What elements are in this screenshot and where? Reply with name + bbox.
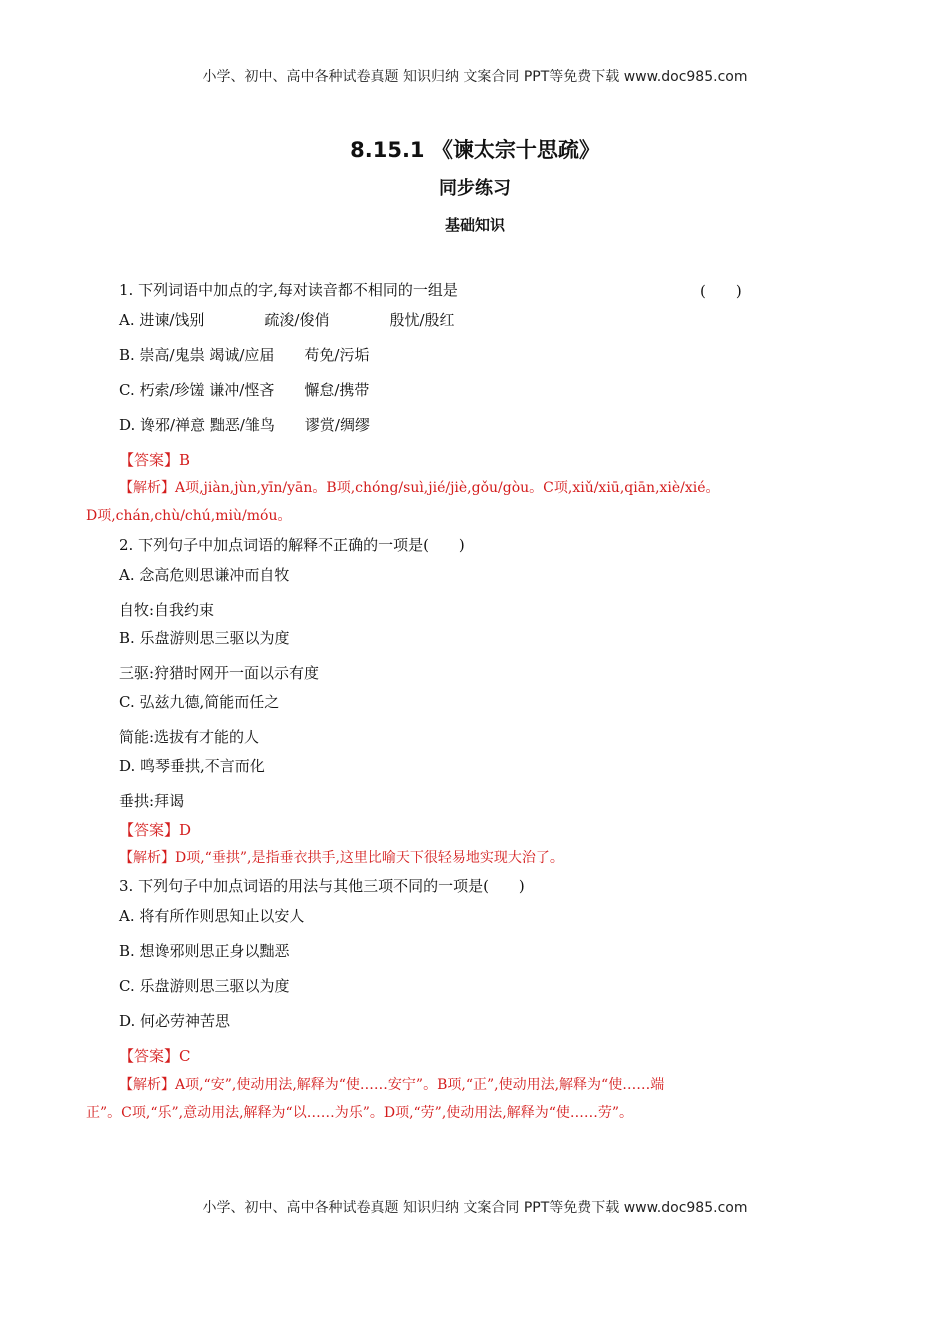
q3-analysis-line2: 正”。C项,“乐”,意动用法,解释为“以……为乐”。D项,“劳”,使动用法,解释为“使……劳”。 [86,1105,634,1121]
page-footer: 小学、初中、高中各种试卷真题 知识归纳 文案合同 PPT等免费下载 www.doc985.com [202,1200,748,1216]
q1-option-c: C. 朽索/珍馐 谦冲/悭吝 懈怠/携带 [119,381,370,399]
q3-option-a: A. 将有所作则思知止以安人 [119,907,305,925]
q2-explanation-b: 三驱:狩猎时网开一面以示有度 [119,664,320,682]
q2-answer: 【答案】D [119,821,192,839]
page-header: 小学、初中、高中各种试卷真题 知识归纳 文案合同 PPT等免费下载 www.doc985.com [202,69,748,85]
q3-option-d: D. 何必劳神苦思 [119,1012,231,1030]
q1-stem: 1. 下列词语中加点的字,每对读音都不相同的一组是 [119,281,458,299]
q2-option-d: D. 鸣琴垂拱,不言而化 [119,757,265,775]
q3-answer: 【答案】C [119,1047,191,1065]
q1-analysis-line1: 【解析】A项,jiàn,jùn,yīn/yān。B项,chóng/suì,jié/jiè,gǒu/gòu。C项,xiǔ/xiū,qiān,xiè/xié。 [119,480,720,496]
q1-option-b: B. 崇高/鬼祟 竭诚/应届 苟免/污垢 [119,346,370,364]
page-title: 8.15.1 《谏太宗十思疏》 [350,138,600,162]
q2-explanation-a: 自牧:自我约束 [119,601,215,619]
q2-option-b: B. 乐盘游则思三驱以为度 [119,629,290,647]
page-subtitle: 同步练习 [439,178,511,199]
q1-answer: 【答案】B [119,451,191,469]
section-heading: 基础知识 [444,216,505,234]
q3-option-b: B. 想谗邪则思正身以黜恶 [119,942,290,960]
q3-option-c: C. 乐盘游则思三驱以为度 [119,977,290,995]
q1-analysis-line2: D项,chán,chù/chú,miù/móu。 [86,508,292,524]
q1-answer-paren: ( ) [700,282,742,300]
q1-option-d: D. 谗邪/禅意 黜恶/雏鸟 谬赏/绸缪 [119,416,370,434]
q3-analysis-line1: 【解析】A项,“安”,使动用法,解释为“使……安宁”。B项,“正”,使动用法,解释为“使……端 [119,1077,665,1093]
q2-analysis: 【解析】D项,“垂拱”,是指垂衣拱手,这里比喻天下很轻易地实现大治了。 [119,850,564,866]
q2-explanation-c: 简能:选拔有才能的人 [119,728,260,746]
q2-stem: 2. 下列句子中加点词语的解释不正确的一项是( ) [119,536,465,554]
q3-stem: 3. 下列句子中加点词语的用法与其他三项不同的一项是( ) [119,877,525,895]
q2-option-a: A. 念高危则思谦冲而自牧 [119,566,290,584]
q1-option-a: A. 进谏/饯别 疏浚/俊俏 殷忧/殷红 [119,311,455,329]
q2-explanation-d: 垂拱:拜谒 [119,792,185,810]
q2-option-c: C. 弘兹九德,简能而任之 [119,693,280,711]
